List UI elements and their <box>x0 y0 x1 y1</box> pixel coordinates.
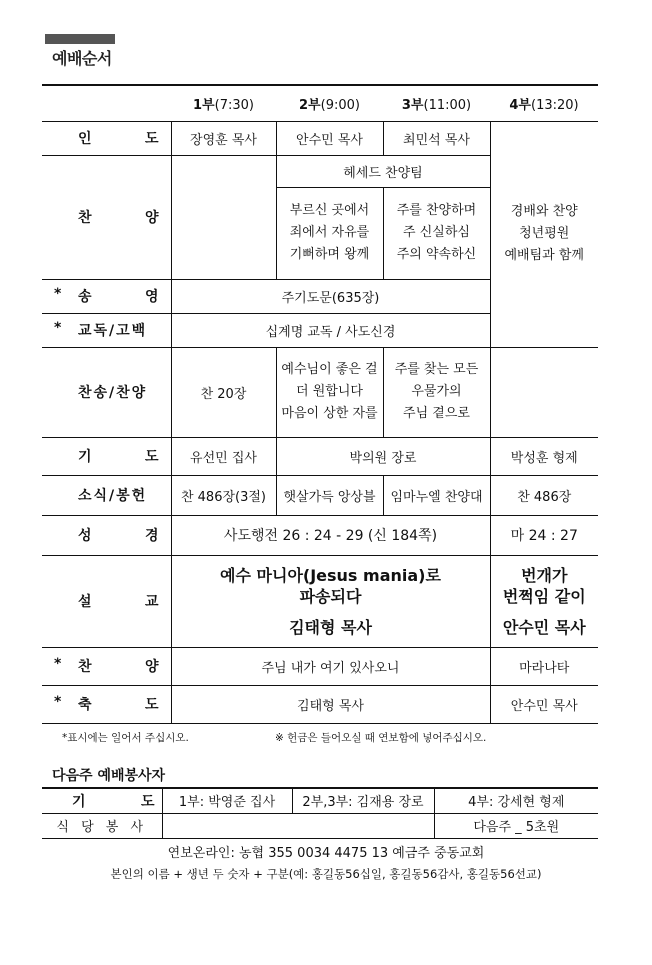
label-scripture: 성 경 <box>78 528 161 544</box>
next-week-title: 다음주 예배봉사자 <box>52 768 166 784</box>
note-offering: ※ 헌금은 들어오실 때 연보함에 넣어주십시오. <box>275 732 487 744</box>
label-prayer: 기 도 <box>78 449 161 465</box>
service-1-header: 1부(7:30) <box>193 97 254 113</box>
anthem-text: 주기도문(635장) <box>171 279 490 313</box>
label-offering: 소식/봉헌 <box>78 488 148 504</box>
creed-text: 십계명 교독 / 사도신경 <box>171 313 490 347</box>
row-benediction <box>42 685 598 723</box>
praise-s1-empty <box>171 155 276 279</box>
prayer-s4: 박성훈 형제 <box>490 437 598 475</box>
next-week-prayer-row <box>42 788 598 813</box>
next-prayer-4: 4부: 강세현 형제 <box>434 788 598 813</box>
offering-s1: 찬 486장(3절) <box>171 475 276 515</box>
sermon-preacher: 김태형 목사 <box>289 617 372 637</box>
invocation-s3: 최민석 목사 <box>383 121 490 155</box>
offering-s3: 임마누엘 찬양대 <box>383 475 490 515</box>
scripture-s123: 사도행전 26 : 24 - 29 (신 184쪽) <box>171 515 490 555</box>
hymn-s1: 찬 20장 <box>171 347 276 437</box>
label-hymn: 찬송/찬양 <box>78 385 148 401</box>
kitchen-value <box>162 813 434 838</box>
scripture-s4: 마 24 : 27 <box>490 515 598 555</box>
label-creed: * 교독/고백 <box>54 320 148 339</box>
sermon-s4-title: 번개가 번쩍임 같이 <box>502 565 586 606</box>
s4-praise-team: 경배와 찬양 청년평원 예배팀과 함께 <box>490 121 598 347</box>
offering-instruction: 본인의 이름 + 생년 두 숫자 + 구분(예: 홍길동56십일, 홍길동56감사, 홍길동56선교) <box>110 867 542 881</box>
header-accent-bar <box>45 34 115 44</box>
row-offering <box>42 475 598 515</box>
benediction-s123: 김태형 목사 <box>171 685 490 723</box>
praise-team: 헤세드 찬양팀 <box>276 155 490 187</box>
note-stand: *표시에는 일어서 주십시오. <box>62 732 189 744</box>
next-prayer-1: 1부: 박영준 집사 <box>162 788 292 813</box>
next-prayer-label: 기 도 <box>72 793 157 810</box>
label-invocation: 인 도 <box>78 131 161 147</box>
hymn-s3: 주를 찾는 모든 우물가의 주님 곁으로 <box>383 347 490 437</box>
row-sermon <box>42 555 598 647</box>
invocation-s2: 안수민 목사 <box>276 121 383 155</box>
row-hymn <box>42 347 598 437</box>
offering-s2: 햇살가득 앙상블 <box>276 475 383 515</box>
next-week-table <box>42 787 598 839</box>
service-2-header: 2부(9:00) <box>299 97 360 113</box>
service-4-header: 4부(13:20) <box>509 97 579 113</box>
closing-hymn-s123: 주님 내가 여기 있사오니 <box>171 647 490 685</box>
label-sermon: 설 교 <box>78 594 161 610</box>
row-invocation <box>42 121 598 155</box>
prayer-s1: 유선민 집사 <box>171 437 276 475</box>
row-scripture <box>42 515 598 555</box>
offering-s4: 찬 486장 <box>490 475 598 515</box>
prayer-s23: 박의원 장로 <box>276 437 490 475</box>
label-praise: 찬 양 <box>78 210 161 226</box>
row-prayer <box>42 437 598 475</box>
kitchen-right: 다음주 _ 5초원 <box>434 813 598 838</box>
label-closing-hymn: * 찬 양 <box>54 656 161 675</box>
online-offering: 연보온라인: 농협 355 0034 4475 13 예금주 중동교회 <box>167 846 485 861</box>
row-closing-hymn <box>42 647 598 685</box>
service-3-header: 3부(11:00) <box>401 97 472 113</box>
label-anthem: * 송 영 <box>54 286 161 305</box>
praise-s2: 부르신 곳에서 죄에서 자유를 기뻐하며 왕께 <box>276 187 383 279</box>
worship-order-table <box>42 84 598 724</box>
page-title: 예배순서 <box>52 49 112 68</box>
next-prayer-23: 2부,3부: 김재용 장로 <box>292 788 434 813</box>
sermon-title: 예수 마니아(Jesus mania)로 파송되다 <box>220 565 441 606</box>
next-week-kitchen-row <box>42 813 598 838</box>
sermon-s4-preacher: 안수민 목사 <box>502 617 586 637</box>
benediction-s4: 안수민 목사 <box>490 685 598 723</box>
hymn-s2: 예수님이 좋은 걸 더 원합니다 마음이 상한 자를 <box>276 347 383 437</box>
service-header-row <box>42 85 598 121</box>
invocation-s1: 장영훈 목사 <box>171 121 276 155</box>
closing-hymn-s4: 마라나타 <box>490 647 598 685</box>
praise-s3: 주를 찬양하며 주 신실하심 주의 약속하신 <box>383 187 490 279</box>
label-benediction: * 축 도 <box>54 694 161 713</box>
kitchen-label: 식 당 봉 사 <box>42 813 162 838</box>
